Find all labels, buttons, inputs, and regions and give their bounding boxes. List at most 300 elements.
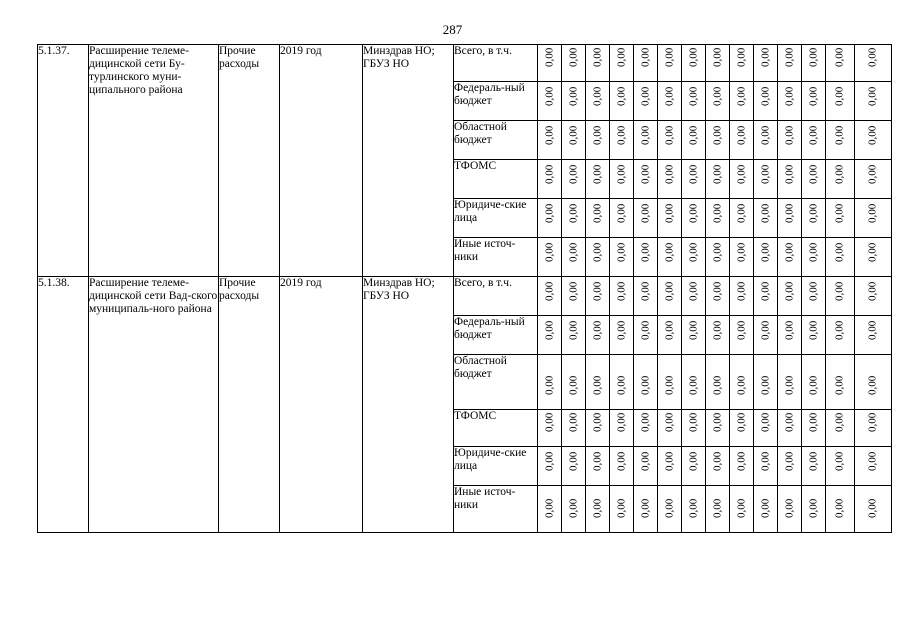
value-cell [754,45,778,82]
value-text: 0,00 [639,320,651,340]
value-text: 0,00 [759,451,771,471]
value-text: 0,00 [567,320,579,340]
value-text: 0,00 [783,498,795,518]
value-cell [855,410,892,447]
value-text: 0,00 [663,281,675,301]
value-text: 0,00 [783,164,795,184]
value-text: 0,00 [807,203,819,223]
value-text: 0,00 [663,375,675,395]
value-text: 0,00 [567,498,579,518]
value-text: 0,00 [615,320,627,340]
value-cell [855,486,892,533]
value-text: 0,00 [833,375,846,395]
value-cell [754,121,778,160]
value-cell [562,447,586,486]
value-text: 0,00 [866,203,879,223]
value-cell [730,45,754,82]
value-text: 0,00 [833,242,846,262]
value-text: 0,00 [639,203,651,223]
value-cell [634,82,658,121]
value-text: 0,00 [866,412,879,432]
value-cell [730,160,754,199]
value-text: 0,00 [663,203,675,223]
value-cell [586,160,610,199]
table-row [38,277,892,316]
value-text: 0,00 [711,451,723,471]
value-text: 0,00 [567,412,579,432]
value-cell [658,410,682,447]
value-cell [778,199,802,238]
funding-source-label: Областной бюджет [454,121,538,160]
value-text: 0,00 [591,451,603,471]
value-cell [682,355,706,410]
value-text: 0,00 [735,86,747,106]
value-cell [562,45,586,82]
value-text: 0,00 [615,498,627,518]
value-text: 0,00 [807,281,819,301]
value-text: 0,00 [543,375,555,395]
value-cell [826,410,855,447]
value-text: 0,00 [543,203,555,223]
value-cell [778,447,802,486]
value-cell [610,199,634,238]
value-text: 0,00 [567,203,579,223]
value-cell [586,238,610,277]
value-cell [826,121,855,160]
value-cell [730,410,754,447]
funding-source-label: Всего, в т.ч. [454,45,538,82]
value-cell [538,160,562,199]
value-cell [682,316,706,355]
page-number: 287 [442,22,463,37]
value-text: 0,00 [687,320,699,340]
value-text: 0,00 [687,412,699,432]
record-name: Расширение телеме-дицинской сети Бу-турлинского муни-ципального района [89,45,219,277]
value-cell [634,316,658,355]
value-cell [682,277,706,316]
value-cell [610,277,634,316]
value-text: 0,00 [591,375,603,395]
value-text: 0,00 [591,320,603,340]
value-text: 0,00 [807,86,819,106]
value-text: 0,00 [759,320,771,340]
value-cell [754,355,778,410]
value-cell [610,45,634,82]
value-cell [658,277,682,316]
value-text: 0,00 [866,451,879,471]
value-cell [730,316,754,355]
value-text: 0,00 [866,498,879,518]
value-cell [586,121,610,160]
value-text: 0,00 [663,86,675,106]
value-text: 0,00 [866,47,879,67]
value-text: 0,00 [543,47,555,67]
value-text: 0,00 [663,412,675,432]
value-text: 0,00 [735,451,747,471]
record-name: Расширение телеме-дицинской сети Вад-ского муниципаль-ного района [89,277,219,533]
value-text: 0,00 [833,47,846,67]
value-cell [802,238,826,277]
value-text: 0,00 [783,412,795,432]
value-text: 0,00 [735,164,747,184]
value-cell [706,316,730,355]
value-text: 0,00 [735,47,747,67]
value-text: 0,00 [735,375,747,395]
value-cell [562,410,586,447]
value-cell [802,316,826,355]
value-cell [706,447,730,486]
value-cell [610,121,634,160]
value-cell [826,355,855,410]
value-text: 0,00 [543,242,555,262]
value-cell [682,447,706,486]
record-year: 2019 год [280,277,363,533]
value-cell [754,277,778,316]
value-text: 0,00 [543,281,555,301]
funding-source-label: Иные источ-ники [454,238,538,277]
value-text: 0,00 [833,320,846,340]
value-cell [586,355,610,410]
value-text: 0,00 [807,164,819,184]
value-cell [706,355,730,410]
value-text: 0,00 [783,242,795,262]
funding-source-label: Областной бюджет [454,355,538,410]
value-cell [730,238,754,277]
value-cell [802,277,826,316]
value-text: 0,00 [759,203,771,223]
value-cell [634,199,658,238]
value-cell [586,277,610,316]
record-id: 5.1.38. [38,277,89,533]
value-text: 0,00 [639,242,651,262]
value-cell [634,121,658,160]
value-text: 0,00 [833,412,846,432]
value-cell [538,277,562,316]
value-cell [610,355,634,410]
value-text: 0,00 [711,203,723,223]
value-cell [658,316,682,355]
value-text: 0,00 [759,47,771,67]
value-text: 0,00 [759,164,771,184]
value-text: 0,00 [615,86,627,106]
value-text: 0,00 [711,47,723,67]
value-text: 0,00 [663,498,675,518]
value-text: 0,00 [711,242,723,262]
value-text: 0,00 [543,164,555,184]
value-text: 0,00 [833,86,846,106]
record-5-1-38 [38,277,892,533]
value-cell [826,45,855,82]
record-category: Прочие расходы [219,277,280,533]
value-text: 0,00 [759,498,771,518]
value-cell [855,277,892,316]
value-text: 0,00 [639,47,651,67]
value-text: 0,00 [639,375,651,395]
value-cell [855,45,892,82]
value-cell [658,160,682,199]
value-cell [586,45,610,82]
value-text: 0,00 [687,86,699,106]
funding-source-label: Федераль-ный бюджет [454,82,538,121]
value-cell [634,355,658,410]
budget-table [37,44,892,533]
value-cell [586,447,610,486]
value-text: 0,00 [663,125,675,145]
value-text: 0,00 [567,86,579,106]
value-cell [682,121,706,160]
value-cell [634,486,658,533]
value-text: 0,00 [543,320,555,340]
value-cell [706,410,730,447]
value-cell [778,486,802,533]
value-text: 0,00 [759,412,771,432]
table-row [38,45,892,82]
value-text: 0,00 [639,281,651,301]
value-cell [658,238,682,277]
value-text: 0,00 [807,125,819,145]
value-cell [562,316,586,355]
value-cell [730,277,754,316]
value-text: 0,00 [591,412,603,432]
value-text: 0,00 [687,498,699,518]
value-cell [802,355,826,410]
value-cell [754,486,778,533]
value-cell [826,160,855,199]
value-cell [706,238,730,277]
value-text: 0,00 [591,281,603,301]
value-cell [855,160,892,199]
value-cell [730,121,754,160]
value-cell [610,486,634,533]
funding-source-label: ТФОМС [454,160,538,199]
value-cell [538,410,562,447]
value-cell [610,238,634,277]
value-text: 0,00 [567,164,579,184]
value-text: 0,00 [615,451,627,471]
value-text: 0,00 [567,47,579,67]
record-year: 2019 год [280,45,363,277]
value-text: 0,00 [783,47,795,67]
value-text: 0,00 [783,320,795,340]
value-text: 0,00 [639,451,651,471]
value-cell [802,160,826,199]
value-cell [754,410,778,447]
value-cell [730,199,754,238]
value-cell [855,316,892,355]
value-text: 0,00 [833,203,846,223]
value-cell [855,199,892,238]
value-cell [754,82,778,121]
value-text: 0,00 [615,125,627,145]
value-text: 0,00 [735,203,747,223]
value-cell [538,238,562,277]
value-cell [610,82,634,121]
value-text: 0,00 [663,164,675,184]
value-text: 0,00 [567,281,579,301]
value-cell [682,160,706,199]
value-cell [706,199,730,238]
value-cell [802,45,826,82]
value-text: 0,00 [833,451,846,471]
value-text: 0,00 [567,125,579,145]
value-text: 0,00 [615,242,627,262]
value-cell [682,45,706,82]
value-cell [562,277,586,316]
value-text: 0,00 [687,203,699,223]
value-cell [778,277,802,316]
value-text: 0,00 [759,242,771,262]
value-cell [562,355,586,410]
value-cell [826,199,855,238]
value-cell [855,121,892,160]
value-cell [538,45,562,82]
value-text: 0,00 [759,281,771,301]
value-text: 0,00 [639,86,651,106]
value-cell [754,447,778,486]
record-category: Прочие расходы [219,45,280,277]
value-cell [562,160,586,199]
value-cell [802,447,826,486]
value-cell [562,82,586,121]
value-text: 0,00 [807,47,819,67]
record-executor: Минздрав НО; ГБУЗ НО [363,277,454,533]
value-cell [562,121,586,160]
value-cell [634,277,658,316]
value-text: 0,00 [711,86,723,106]
value-cell [634,447,658,486]
value-cell [730,486,754,533]
value-text: 0,00 [866,375,879,395]
value-cell [586,82,610,121]
value-cell [658,82,682,121]
value-text: 0,00 [591,125,603,145]
value-text: 0,00 [711,412,723,432]
value-text: 0,00 [663,47,675,67]
value-text: 0,00 [711,125,723,145]
value-cell [826,447,855,486]
value-text: 0,00 [567,375,579,395]
value-cell [706,82,730,121]
value-cell [855,447,892,486]
value-text: 0,00 [591,203,603,223]
value-text: 0,00 [866,164,879,184]
value-text: 0,00 [807,242,819,262]
value-cell [855,238,892,277]
value-text: 0,00 [807,451,819,471]
value-cell [754,316,778,355]
value-cell [634,45,658,82]
value-cell [658,447,682,486]
value-cell [538,355,562,410]
value-cell [706,486,730,533]
value-text: 0,00 [687,47,699,67]
value-text: 0,00 [866,86,879,106]
value-text: 0,00 [833,125,846,145]
value-text: 0,00 [663,320,675,340]
value-text: 0,00 [615,412,627,432]
value-cell [778,355,802,410]
value-text: 0,00 [783,281,795,301]
value-cell [730,447,754,486]
value-cell [826,238,855,277]
value-text: 0,00 [615,203,627,223]
funding-source-label: Юридиче-ские лица [454,447,538,486]
value-text: 0,00 [615,47,627,67]
value-text: 0,00 [591,242,603,262]
value-cell [586,199,610,238]
value-cell [754,160,778,199]
value-cell [778,160,802,199]
value-text: 0,00 [591,47,603,67]
value-text: 0,00 [615,281,627,301]
value-cell [826,277,855,316]
value-cell [778,45,802,82]
value-cell [634,238,658,277]
value-text: 0,00 [639,498,651,518]
value-text: 0,00 [687,281,699,301]
value-text: 0,00 [543,498,555,518]
value-cell [826,82,855,121]
value-cell [730,82,754,121]
record-id: 5.1.37. [38,45,89,277]
value-cell [658,121,682,160]
value-text: 0,00 [783,86,795,106]
value-text: 0,00 [807,498,819,518]
record-executor: Минздрав НО; ГБУЗ НО [363,45,454,277]
value-text: 0,00 [833,164,846,184]
record-5-1-37 [38,45,892,277]
value-cell [826,316,855,355]
funding-source-label: Иные источ-ники [454,486,538,533]
value-cell [855,82,892,121]
value-text: 0,00 [615,375,627,395]
value-cell [610,316,634,355]
value-cell [682,486,706,533]
value-text: 0,00 [687,451,699,471]
value-cell [802,410,826,447]
value-text: 0,00 [783,451,795,471]
value-text: 0,00 [866,281,879,301]
value-text: 0,00 [543,412,555,432]
funding-source-label: ТФОМС [454,410,538,447]
value-cell [706,45,730,82]
value-text: 0,00 [663,451,675,471]
value-text: 0,00 [807,412,819,432]
value-cell [586,486,610,533]
value-cell [562,486,586,533]
value-cell [538,199,562,238]
value-text: 0,00 [639,125,651,145]
value-text: 0,00 [711,281,723,301]
value-cell [778,82,802,121]
value-cell [610,160,634,199]
value-text: 0,00 [735,125,747,145]
value-cell [610,410,634,447]
value-text: 0,00 [783,375,795,395]
value-cell [682,199,706,238]
value-cell [682,82,706,121]
value-cell [538,316,562,355]
value-cell [826,486,855,533]
value-text: 0,00 [591,498,603,518]
value-text: 0,00 [735,498,747,518]
value-text: 0,00 [615,164,627,184]
value-cell [730,355,754,410]
value-cell [634,160,658,199]
value-text: 0,00 [735,412,747,432]
value-cell [682,238,706,277]
value-text: 0,00 [687,125,699,145]
